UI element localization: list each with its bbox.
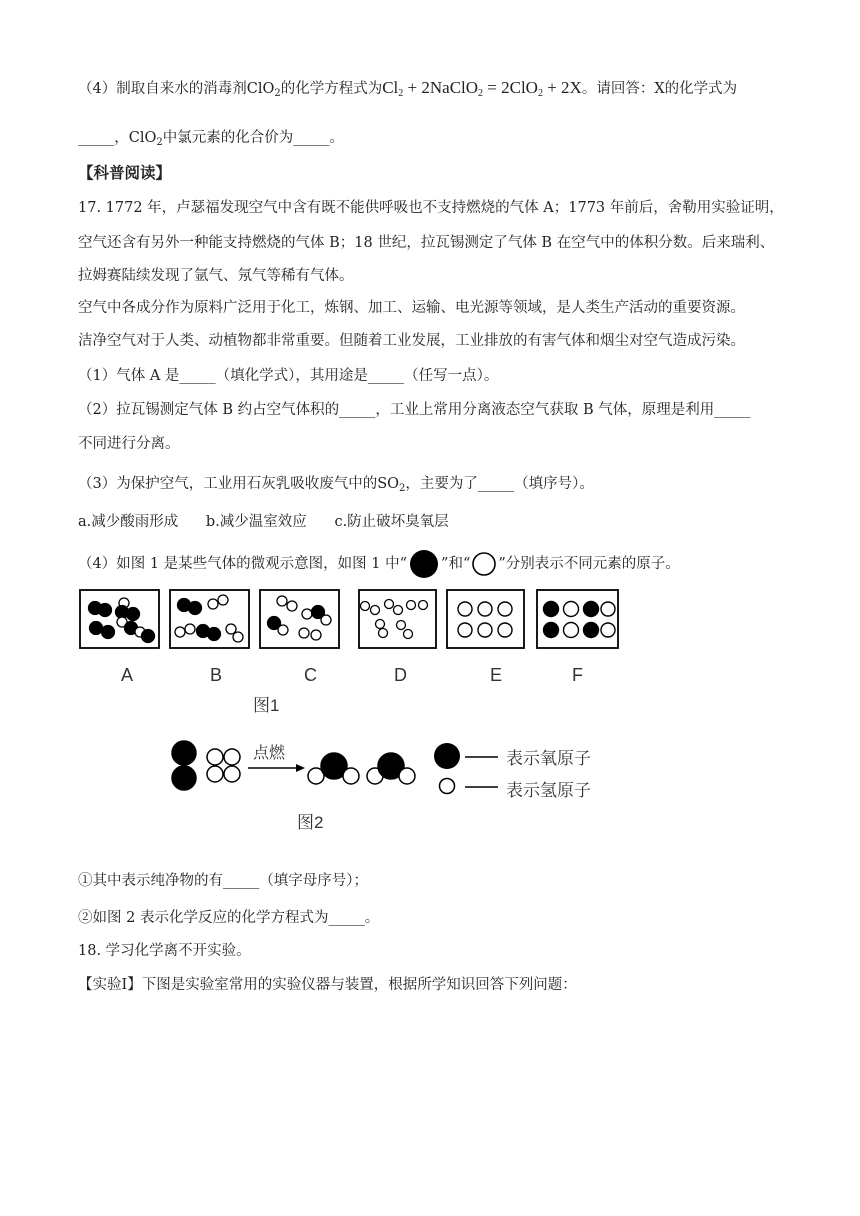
equation: $Cl_2$ + 2NaClO$_2$ = 2ClO$_2$ + 2X (382, 78, 582, 99)
figure-2-reaction (168, 736, 438, 798)
q18-p2: 【实验Ⅰ】下图是实验室常用的实验仪器与装置，根据所学知识回答下列问题： (78, 977, 577, 993)
box-e (447, 590, 524, 648)
fig1-label-b: B (210, 665, 223, 685)
q17-options: a.减少酸雨形成 b.减少温室效应 c.防止破坏臭氧层 (78, 514, 449, 530)
q17-s2a: （2）拉瓦锡测定气体 B 约占空气体积的_____，工业上常用分离液态空气获取 B 气体，原理是利用_____ (78, 402, 751, 418)
fig1-label-a: A (121, 665, 134, 685)
q16-4-mid: 的化学方程式为 (280, 81, 383, 97)
q16-4-prefix: （4）制取自来水的消毒剂ClO (78, 81, 275, 97)
fig1-caption: 图1 (253, 696, 280, 715)
q18-p1: 18. 学习化学离不开实验。 (78, 943, 251, 959)
fig1-label-f: F (572, 665, 583, 685)
black-atom-icon (407, 550, 441, 578)
q17-p4: 空气中各成分作为原料广泛用于化工，炼钢、加工、运输、电光源等领域，是人类生产活动的重要资源。 (78, 300, 745, 316)
fig2-arrow-text: 点燃 (253, 745, 286, 762)
fig1-label-e: E (490, 665, 503, 685)
q16-4-line2: _____，ClO$_2$中氯元素的化合价为_____。 (78, 130, 344, 148)
q16-4-after: 。请回答：X的化学式为 (581, 81, 738, 97)
q17-s4: （4）如图 1 是某些气体的微观示意图，如图 1 中“ ”和“ ”分别表示不同元素的原子。 (78, 550, 680, 578)
q17-s2b: 不同进行分离。 (78, 436, 180, 452)
white-atom-icon (470, 552, 498, 576)
legend-hydrogen: 表示氢原子 (506, 781, 591, 800)
fig1-label-c: C (304, 665, 317, 685)
section-title: 【科普阅读】 (78, 163, 172, 182)
q16-4-line1: （4）制取自来水的消毒剂ClO$_2$的化学方程式为$Cl_2$ + 2NaClO$_2$ = 2ClO$_2$ + 2X。请回答：X的化学式为 (78, 78, 738, 99)
legend-symbols (430, 740, 500, 800)
q17-s1: （1）气体 A 是_____（填化学式），其用途是_____（任写一点）。 (78, 368, 499, 384)
q17-p2: 空气还含有另外一种能支持燃烧的气体 B；18 世纪，拉瓦锡测定了气体 B 在空气中的体积分数。后来瑞利、 (78, 235, 775, 251)
figure-1-boxes (78, 588, 623, 653)
fig2-caption: 图2 (297, 813, 324, 832)
q17-p3: 拉姆赛陆续发现了氩气、氖气等稀有气体。 (78, 268, 354, 284)
box-d (359, 590, 436, 648)
legend-oxygen: 表示氧原子 (506, 749, 591, 768)
q17-q-b: ②如图 2 表示化学反应的化学方程式为_____。 (78, 910, 380, 926)
arrow-head (296, 764, 305, 772)
q17-s3: （3）为保护空气，工业用石灰乳吸收废气中的$SO_2$，主要为了_____（填序号）。 (78, 476, 594, 494)
q17-q-a: ①其中表示纯净物的有_____（填字母序号）； (78, 873, 368, 889)
q17-p5: 洁净空气对于人类、动植物都非常重要。但随着工业发展，工业排放的有害气体和烟尘对空气造成污染。 (78, 333, 745, 349)
box-f (537, 590, 618, 648)
q17-p1: 17. 1772 年，卢瑟福发现空气中含有既不能供呼吸也不支持燃烧的气体 A；1773 年前后，舍勒用实验证明， (78, 200, 784, 216)
fig1-label-d: D (394, 665, 407, 685)
